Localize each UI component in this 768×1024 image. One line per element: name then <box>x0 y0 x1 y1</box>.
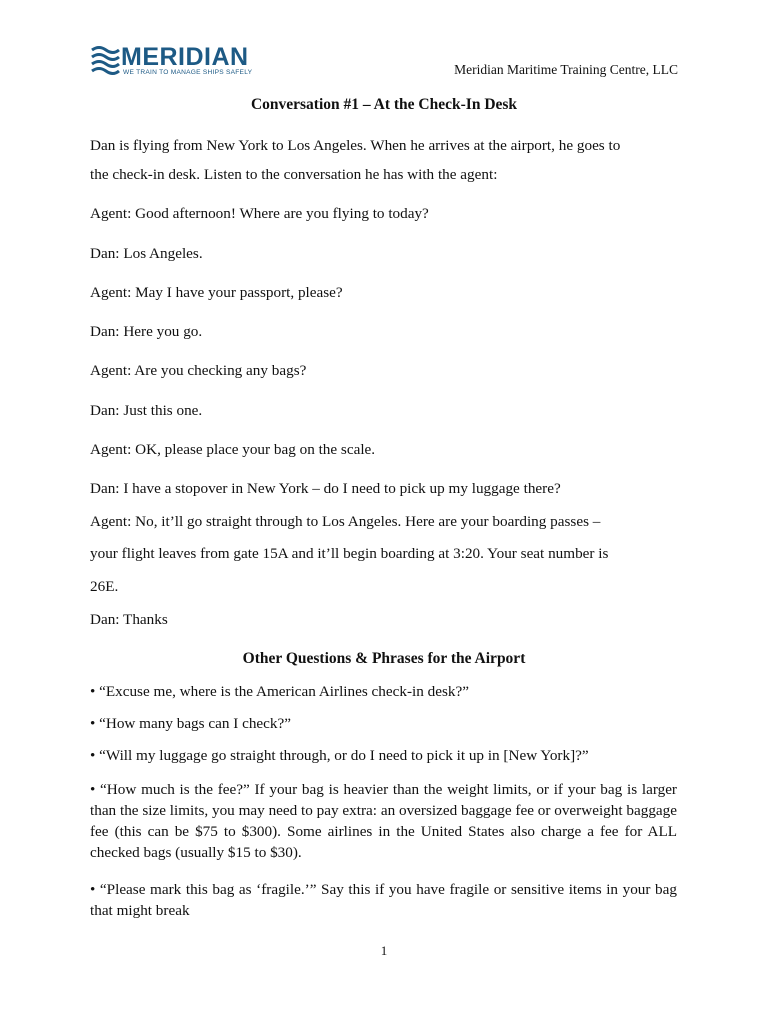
section-title: Other Questions & Phrases for the Airport <box>242 650 526 667</box>
bullet-item: • “Excuse me, where is the American Airlines check-in desk?” <box>90 683 469 700</box>
bullet-item: • “How many bags can I check?” <box>90 715 291 732</box>
bullet-item: • “Please mark this bag as ‘fragile.’” Say this if you have fragile or sensitive items in your bag that might break <box>90 881 677 919</box>
dialogue-line: Agent: No, it’ll go straight through to Los Angeles. Here are your boarding passes – <box>90 513 601 530</box>
dialogue-line: Dan: Here you go. <box>90 323 203 340</box>
page-number: 1 <box>380 943 388 958</box>
company-name: Meridian Maritime Training Centre, LLC <box>454 62 678 77</box>
logo-wordmark: MERIDIAN <box>121 43 249 71</box>
company-logo <box>90 43 253 80</box>
intro-line: Dan is flying from New York to Los Angeles. When he arrives at the airport, he goes to <box>90 137 621 154</box>
section-title: Conversation #1 – At the Check-In Desk <box>250 96 518 113</box>
dialogue-line: Agent: May I have your passport, please? <box>90 284 343 301</box>
intro-line: the check-in desk. Listen to the conversation he has with the agent: <box>90 166 498 183</box>
dialogue-line: Agent: OK, please place your bag on the scale. <box>90 441 376 458</box>
bullet-item: • “Will my luggage go straight through, or do I need to pick it up in [New York]?” <box>90 747 589 764</box>
logo-tagline: WE TRAIN TO MANAGE SHIPS SAFELY <box>123 69 253 76</box>
dialogue-line: your flight leaves from gate 15A and it’ll begin boarding at 3:20. Your seat number is <box>90 545 609 562</box>
dialogue-line: Dan: Los Angeles. <box>90 245 203 262</box>
waves-icon <box>90 44 120 76</box>
dialogue-line: Dan: Thanks <box>90 611 168 628</box>
dialogue-line: Agent: Good afternoon! Where are you flying to today? <box>90 205 429 222</box>
bullet-item: • “How much is the fee?” If your bag is heavier than the weight limits, or if your bag is larger than the size limits, you may need to pay extra: an oversized baggage fee or overweight baggage fee (this can be $75 to $300). Some airlines in the United States also charge a fee for ALL checked bags (usually $15 to $30). <box>90 781 677 861</box>
dialogue-line: Dan: I have a stopover in New York – do I need to pick up my luggage there? <box>90 480 561 497</box>
dialogue-line: 26E. <box>90 578 119 595</box>
dialogue-line: Dan: Just this one. <box>90 402 203 419</box>
dialogue-line: Agent: Are you checking any bags? <box>90 362 307 379</box>
